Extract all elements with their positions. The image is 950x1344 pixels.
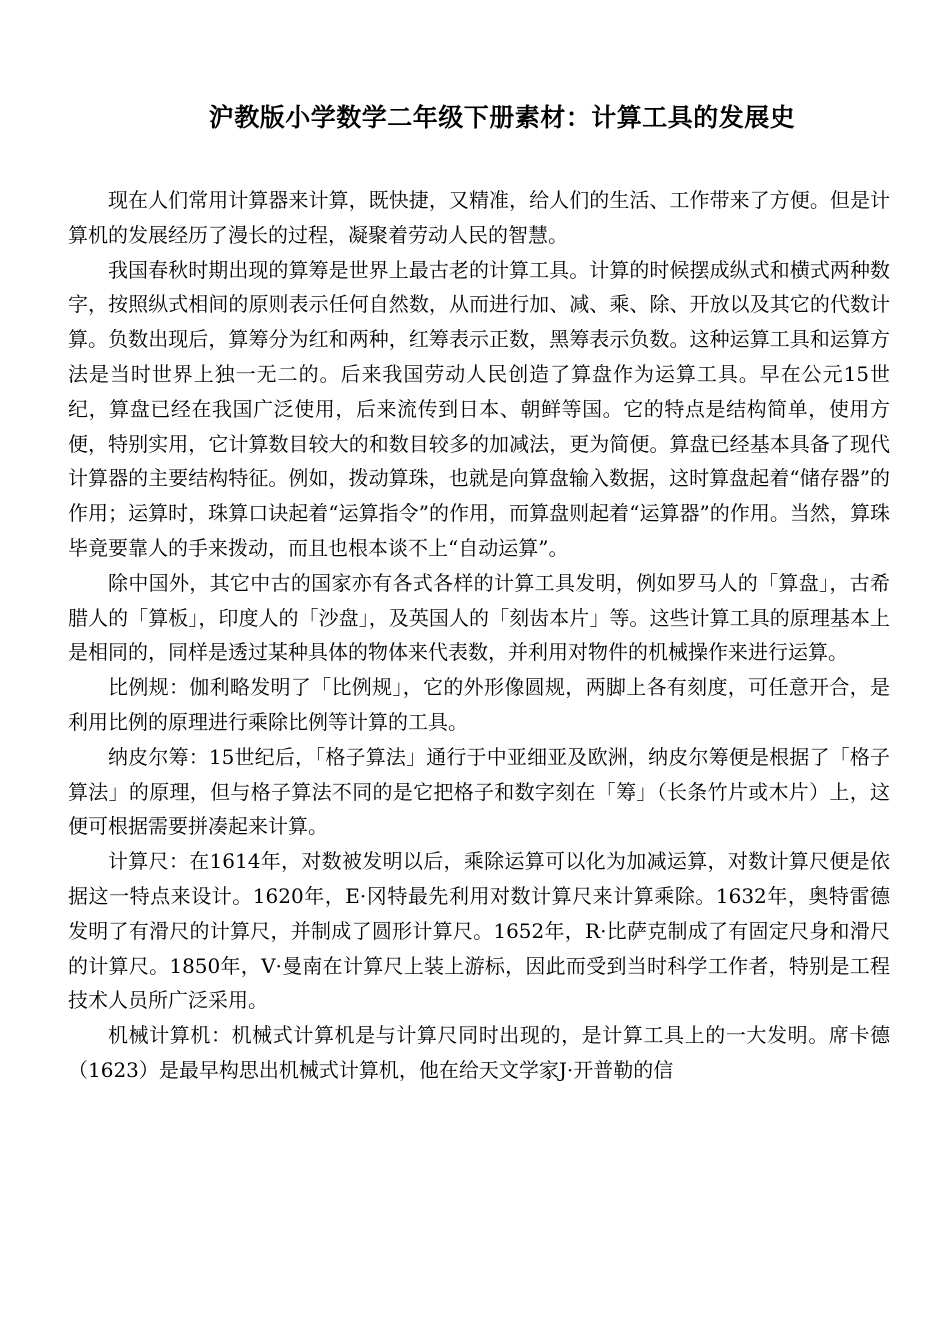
paragraph-napier-bones: 纳皮尔筹：15世纪后，「格子算法」通行于中亚细亚及欧洲，纳皮尔筹便是根据了「格子算法」的原理，但与格子算法不同的是它把格子和数字刻在「筹」（长条竹片或木片）上，这便可根据需要拼凑起来计算。 (68, 744, 890, 839)
paragraph-mechanical-calculator: 机械计算机：机械式计算机是与计算尺同时出现的，是计算工具上的一大发明。席卡德（1623）是最早构思出机械式计算机，他在给天文学家J·开普勒的信 (68, 1023, 890, 1082)
document-body (68, 183, 890, 1088)
paragraph-suanchou-abacus: 我国春秋时期出现的算筹是世界上最古老的计算工具。计算的时候摆成纵式和横式两种数字，按照纵式相间的原则表示任何自然数，从而进行加、减、乘、除、开放以及其它的代数计算。负数出现后，算筹分为红和两种，红筹表示正数，黑筹表示负数。这种运算工具和运算方法是当时世界上独一无二的。后来我国劳动人民创造了算盘作为运算工具。早在公元15世纪，算盘已经在我国广泛使用，后来流传到日本、朝鲜等国。它的特点是结构简单，使用方便，特别实用，它计算数目较大的和数目较多的加减法，更为简便。算盘已经基本具备了现代计算器的主要结构特征。例如，拨动算珠，也就是向算盘输入数据，这时算盘起着“储存器”的作用；运算时，珠算口诀起着“运算指令”的作用，而算盘则起着“运算器”的作用。当然，算珠毕竟要靠人的手来拨动，而且也根本谈不上“自动运算”。 (68, 257, 890, 560)
paragraph-foreign-tools: 除中国外，其它中古的国家亦有各式各样的计算工具发明，例如罗马人的「算盘」，古希腊人的「算板」，印度人的「沙盘」，及英国人的「刻齿本片」等。这些计算工具的原理基本上是相同的，同样是透过某种具体的物体来代表数，并利用对物件的机械操作来进行运算。 (68, 570, 890, 665)
document-title: 沪教版小学数学二年级下册素材：计算工具的发展史 (208, 103, 796, 132)
paragraph-proportional-compass: 比例规：伽利略发明了「比例规」，它的外形像圆规，两脚上各有刻度，可任意开合，是利用比例的原理进行乘除比例等计算的工具。 (68, 675, 890, 734)
paragraph-slide-rule: 计算尺：在1614年，对数被发明以后，乘除运算可以化为加减运算，对数计算尺便是依据这一特点来设计。1620年，E·冈特最先利用对数计算尺来计算乘除。1632年，奥特雷德发明了有滑尺的计算尺，并制成了圆形计算尺。1652年，R·比萨克制成了有固定尺身和滑尺的计算尺。1850年，V·曼南在计算尺上装上游标，因此而受到当时科学工作者，特别是工程技术人员所广泛采用。 (68, 849, 890, 1013)
paragraph-intro: 现在人们常用计算器来计算，既快捷，又精准，给人们的生活、工作带来了方便。但是计算机的发展经历了漫长的过程，凝聚着劳动人民的智慧。 (68, 188, 890, 247)
